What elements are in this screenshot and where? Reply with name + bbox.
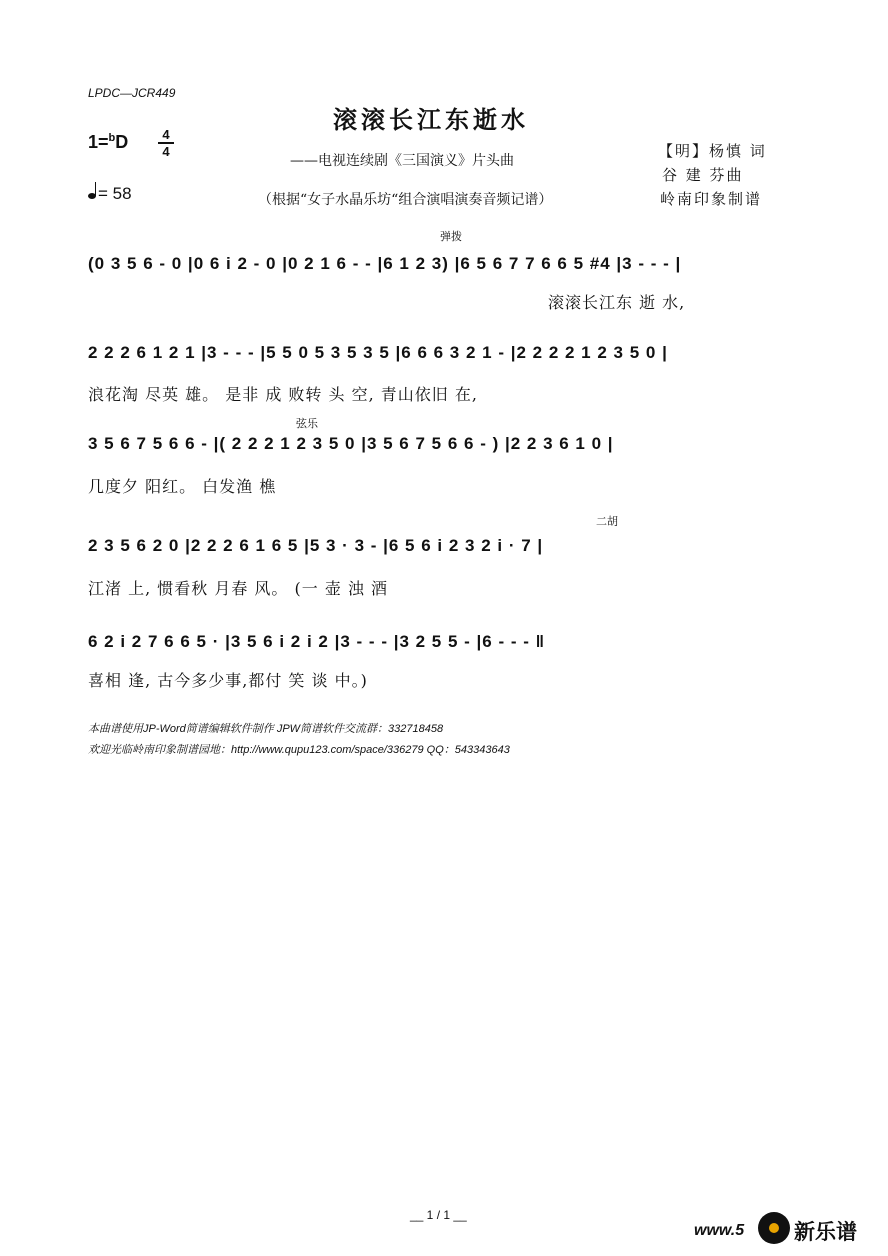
source-note: （根据“女子水晶乐坊“组合演唱演奏音频记谱） bbox=[258, 192, 553, 208]
composer-credit: 谷 建 芬曲 bbox=[662, 166, 744, 184]
key-signature bbox=[88, 132, 128, 153]
key-prefix: 1= bbox=[88, 132, 109, 152]
page-number: __ 1 / 1 __ bbox=[410, 1208, 467, 1222]
lyric-line-4: 江渚 上, 惯看秋 月春 风。 (一 壶 浊 酒 bbox=[88, 579, 389, 598]
time-top: 4 bbox=[162, 127, 170, 142]
instrument-label-pluck: 弹拨 bbox=[440, 230, 462, 243]
lyric-line-5: 喜相 逢, 古今多少事,都付 笑 谈 中。) bbox=[88, 671, 368, 690]
vinyl-logo-icon bbox=[758, 1212, 790, 1244]
page-title: 滚滚长江东逝水 bbox=[333, 105, 529, 134]
instrument-label-erhu: 二胡 bbox=[596, 515, 618, 528]
footer-website-note: 欢迎光临岭南印象制谱园地：http://www.qupu123.com/space/336279 QQ：543343643 bbox=[88, 744, 510, 756]
lyric-line-1: 滚滚长江东 逝 水, bbox=[548, 293, 686, 312]
score-code: LPDC—JCR449 bbox=[88, 86, 176, 100]
watermark-brand: 新乐谱 bbox=[794, 1220, 857, 1244]
lyricist-credit: 【明】杨慎 词 bbox=[658, 142, 767, 160]
arranger-credit: 岭南印象制谱 bbox=[660, 190, 763, 208]
flat-sign: b bbox=[108, 132, 116, 144]
instrument-label-strings: 弦乐 bbox=[296, 417, 318, 430]
tempo-marking bbox=[88, 184, 132, 204]
watermark-url: www.5 bbox=[694, 1222, 745, 1239]
subtitle: ——电视连续剧《三国演义》片头曲 bbox=[290, 153, 514, 169]
staff-line-1: (0 3 5 6 - 0 |0 6 i 2 - 0 |0 2 1 6 - - |6 1 2 3) |6 5 6 7 7 6 6 5 #4 |3 - - - | bbox=[88, 254, 682, 273]
time-bottom: 4 bbox=[162, 144, 170, 159]
staff-line-4: 2 3 5 6 2 0 |2 2 2 6 1 6 5 |5 3 · 3 - |6 5 6 i 2 3 2 i · 7 | bbox=[88, 536, 544, 555]
footer-software-note: 本曲谱使用JP-Word简谱编辑软件制作 JPW简谱软件交流群：332718458 bbox=[88, 723, 444, 735]
key-note: D bbox=[115, 132, 129, 152]
tempo-value: = 58 bbox=[98, 184, 132, 203]
quarter-note-icon bbox=[88, 193, 96, 199]
staff-line-3: 3 5 6 7 5 6 6 - |( 2 2 2 1 2 3 5 0 |3 5 6 7 5 6 6 - ) |2 2 3 6 1 0 | bbox=[88, 434, 614, 453]
time-signature bbox=[158, 128, 174, 158]
staff-line-2: 2 2 2 6 1 2 1 |3 - - - |5 5 0 5 3 5 3 5 |6 6 6 3 2 1 - |2 2 2 2 1 2 3 5 0 | bbox=[88, 343, 668, 362]
lyric-line-3: 几度夕 阳红。 白发渔 樵 bbox=[88, 477, 277, 496]
staff-line-5: 6 2 i 2 7 6 6 5 · |3 5 6 i 2 i 2 |3 - - - |3 2 5 5 - |6 - - - ‖ bbox=[88, 632, 546, 651]
lyric-line-2: 浪花淘 尽英 雄。 是非 成 败转 头 空, 青山依旧 在, bbox=[88, 385, 478, 404]
